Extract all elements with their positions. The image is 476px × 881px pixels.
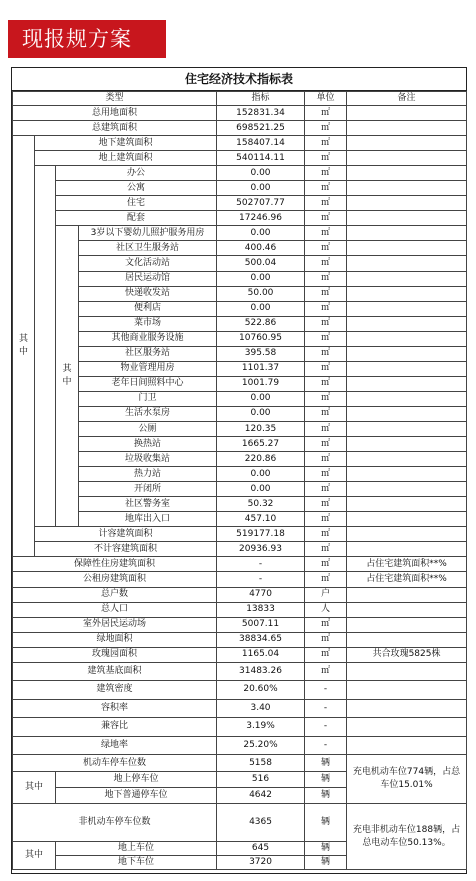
note-cell — [347, 331, 467, 346]
unit-cell: ㎡ — [305, 512, 347, 527]
value-cell: 502707.77 — [217, 196, 305, 211]
label-cell: 换热站 — [79, 437, 217, 452]
label-cell: 室外居民运动场 — [13, 617, 217, 632]
note-cell — [347, 699, 467, 718]
value-cell: 0.00 — [217, 166, 305, 181]
unit-cell: ㎡ — [305, 391, 347, 406]
unit-cell: 辆 — [305, 856, 347, 870]
unit-cell: ㎡ — [305, 527, 347, 542]
value-cell: 158407.14 — [217, 136, 305, 151]
table-row — [13, 421, 467, 436]
table-row — [13, 718, 467, 737]
label-cell: 建筑密度 — [13, 681, 217, 700]
value-cell: 395.58 — [217, 346, 305, 361]
unit-cell: - — [305, 681, 347, 700]
note-cell — [347, 662, 467, 681]
table-row — [13, 121, 467, 136]
value-cell: 50.32 — [217, 497, 305, 512]
table-row — [13, 181, 467, 196]
unit-cell: ㎡ — [305, 346, 347, 361]
note-cell — [347, 467, 467, 482]
unit-cell: ㎡ — [305, 241, 347, 256]
label-cell: 非机动车停车位数 — [13, 804, 217, 842]
label-cell: 社区警务室 — [79, 497, 217, 512]
table-row — [13, 346, 467, 361]
note-cell — [347, 256, 467, 271]
note-cell: 充电非机动车位188辆，占总电动车位50.13%。 — [347, 804, 467, 870]
unit-cell: 人 — [305, 602, 347, 617]
table-row — [13, 542, 467, 557]
label-cell: 地库出入口 — [79, 512, 217, 527]
table-row — [13, 196, 467, 211]
note-cell — [347, 316, 467, 331]
value-cell: 0.00 — [217, 406, 305, 421]
unit-cell: ㎡ — [305, 542, 347, 557]
label-cell: 办公 — [56, 166, 217, 181]
unit-cell: ㎡ — [305, 376, 347, 391]
unit-cell: ㎡ — [305, 572, 347, 587]
header-note: 备注 — [347, 92, 467, 106]
value-cell: 457.10 — [217, 512, 305, 527]
label-cell: 其他商业服务设施 — [79, 331, 217, 346]
unit-cell: ㎡ — [305, 647, 347, 662]
label-cell: 地上停车位 — [56, 772, 217, 788]
unit-cell: ㎡ — [305, 632, 347, 647]
unit-cell: ㎡ — [305, 196, 347, 211]
value-cell: 120.35 — [217, 421, 305, 436]
unit-cell: 辆 — [305, 804, 347, 842]
unit-cell: ㎡ — [305, 151, 347, 166]
value-cell: 0.00 — [217, 482, 305, 497]
label-cell: 住宅 — [56, 196, 217, 211]
vertical-label-char: 中 — [18, 347, 28, 358]
label-cell: 地下建筑面积 — [35, 136, 217, 151]
note-cell: 充电机动车位774辆，占总车位15.01% — [347, 755, 467, 804]
unit-cell: ㎡ — [305, 106, 347, 121]
table-row — [13, 92, 467, 106]
note-cell — [347, 718, 467, 737]
label-cell: 容积率 — [13, 699, 217, 718]
qizhong-label-parking: 其中 — [13, 772, 56, 804]
note-cell — [347, 121, 467, 136]
value-cell: 0.00 — [217, 391, 305, 406]
note-cell — [347, 617, 467, 632]
label-cell: 热力站 — [79, 467, 217, 482]
value-cell: 1165.04 — [217, 647, 305, 662]
table-row — [13, 587, 467, 602]
table-row — [13, 617, 467, 632]
table-row — [13, 301, 467, 316]
value-cell: 0.00 — [217, 467, 305, 482]
value-cell: 540114.11 — [217, 151, 305, 166]
unit-cell: - — [305, 736, 347, 755]
unit-cell: ㎡ — [305, 301, 347, 316]
table-row — [13, 166, 467, 181]
table-row — [13, 106, 467, 121]
note-cell — [347, 136, 467, 151]
indicator-table — [12, 91, 467, 870]
value-cell: 4642 — [217, 788, 305, 804]
note-cell: 占住宅建筑面积**% — [347, 557, 467, 572]
label-cell: 便利店 — [79, 301, 217, 316]
label-cell: 公租房建筑面积 — [13, 572, 217, 587]
table-row — [13, 271, 467, 286]
note-cell — [347, 241, 467, 256]
note-cell — [347, 512, 467, 527]
table-row — [13, 755, 467, 772]
value-cell: 3.40 — [217, 699, 305, 718]
note-cell — [347, 542, 467, 557]
value-cell: 5158 — [217, 755, 305, 772]
table-row — [13, 151, 467, 166]
value-cell: 20936.93 — [217, 542, 305, 557]
unit-cell: ㎡ — [305, 121, 347, 136]
value-cell: 0.00 — [217, 226, 305, 241]
note-cell — [347, 497, 467, 512]
note-cell: 占住宅建筑面积**% — [347, 572, 467, 587]
label-cell: 地上建筑面积 — [35, 151, 217, 166]
value-cell: 0.00 — [217, 271, 305, 286]
value-cell: 4365 — [217, 804, 305, 842]
note-cell — [347, 271, 467, 286]
unit-cell: ㎡ — [305, 256, 347, 271]
note-cell — [347, 452, 467, 467]
table-row — [13, 136, 467, 151]
table-row — [13, 497, 467, 512]
note-cell — [347, 301, 467, 316]
table-row — [13, 512, 467, 527]
value-cell: 0.00 — [217, 181, 305, 196]
label-cell: 3岁以下婴幼儿照护服务用房 — [79, 226, 217, 241]
note-cell — [347, 632, 467, 647]
value-cell: 1665.27 — [217, 437, 305, 452]
label-cell: 保障性住房建筑面积 — [13, 557, 217, 572]
label-cell: 菜市场 — [79, 316, 217, 331]
label-cell: 总人口 — [13, 602, 217, 617]
unit-cell: - — [305, 718, 347, 737]
qizhong-label-inner — [56, 226, 79, 527]
table-title: 住宅经济技术指标表 — [12, 68, 466, 91]
table-row — [13, 482, 467, 497]
label-cell: 地下普通停车位 — [56, 788, 217, 804]
header-type: 类型 — [13, 92, 217, 106]
label-cell: 地下车位 — [56, 856, 217, 870]
unit-cell: ㎡ — [305, 662, 347, 681]
note-cell — [347, 391, 467, 406]
vertical-label-char: 中 — [62, 377, 72, 388]
label-cell: 公厕 — [79, 421, 217, 436]
value-cell: 50.00 — [217, 286, 305, 301]
unit-cell: - — [305, 699, 347, 718]
value-cell: 25.20% — [217, 736, 305, 755]
note-cell: 共合玫瑰5825株 — [347, 647, 467, 662]
value-cell: 38834.65 — [217, 632, 305, 647]
value-cell: 3720 — [217, 856, 305, 870]
header-value: 指标 — [217, 92, 305, 106]
note-cell — [347, 346, 467, 361]
note-cell — [347, 602, 467, 617]
label-cell: 绿地率 — [13, 736, 217, 755]
table-row — [13, 662, 467, 681]
table-row — [13, 681, 467, 700]
spacer-cell — [35, 166, 56, 527]
note-cell — [347, 151, 467, 166]
value-cell: 10760.95 — [217, 331, 305, 346]
value-cell: 152831.34 — [217, 106, 305, 121]
table-row — [13, 226, 467, 241]
unit-cell: ㎡ — [305, 211, 347, 226]
label-cell: 开闭所 — [79, 482, 217, 497]
label-cell: 垃圾收集站 — [79, 452, 217, 467]
vertical-label-char: 其 — [18, 334, 28, 345]
unit-cell: 辆 — [305, 788, 347, 804]
value-cell: 17246.96 — [217, 211, 305, 226]
note-cell — [347, 587, 467, 602]
label-cell: 玫瑰园面积 — [13, 647, 217, 662]
value-cell: 698521.25 — [217, 121, 305, 136]
label-cell: 公寓 — [56, 181, 217, 196]
label-cell: 兼容比 — [13, 718, 217, 737]
qizhong-label-nonmotor: 其中 — [13, 842, 56, 870]
unit-cell: 户 — [305, 587, 347, 602]
value-cell: 400.46 — [217, 241, 305, 256]
unit-cell: ㎡ — [305, 421, 347, 436]
note-cell — [347, 106, 467, 121]
label-cell: 老年日间照料中心 — [79, 376, 217, 391]
unit-cell: ㎡ — [305, 497, 347, 512]
unit-cell: ㎡ — [305, 557, 347, 572]
value-cell: 516 — [217, 772, 305, 788]
note-cell — [347, 406, 467, 421]
note-cell — [347, 482, 467, 497]
unit-cell: ㎡ — [305, 452, 347, 467]
table-row — [13, 572, 467, 587]
label-cell: 地上车位 — [56, 842, 217, 856]
label-cell: 生活水泵房 — [79, 406, 217, 421]
label-cell: 社区服务站 — [79, 346, 217, 361]
table-row — [13, 647, 467, 662]
table-row — [13, 527, 467, 542]
value-cell: - — [217, 557, 305, 572]
table-row — [13, 602, 467, 617]
table-row — [13, 699, 467, 718]
unit-cell: ㎡ — [305, 286, 347, 301]
value-cell: 13833 — [217, 602, 305, 617]
table-row — [13, 331, 467, 346]
qizhong-label-outer — [13, 136, 35, 557]
table-row — [13, 286, 467, 301]
unit-cell: ㎡ — [305, 271, 347, 286]
value-cell: 1001.79 — [217, 376, 305, 391]
table-row — [13, 736, 467, 755]
label-cell: 建筑基底面积 — [13, 662, 217, 681]
table-row — [13, 316, 467, 331]
unit-cell: ㎡ — [305, 226, 347, 241]
value-cell: 31483.26 — [217, 662, 305, 681]
unit-cell: ㎡ — [305, 181, 347, 196]
unit-cell: ㎡ — [305, 316, 347, 331]
label-cell: 绿地面积 — [13, 632, 217, 647]
indicator-table-frame — [11, 67, 467, 874]
value-cell: 220.86 — [217, 452, 305, 467]
note-cell — [347, 437, 467, 452]
page-banner: 现报规方案 — [8, 20, 166, 58]
note-cell — [347, 421, 467, 436]
note-cell — [347, 166, 467, 181]
table-row — [13, 391, 467, 406]
note-cell — [347, 181, 467, 196]
label-cell: 计容建筑面积 — [35, 527, 217, 542]
value-cell: 1101.37 — [217, 361, 305, 376]
label-cell: 总建筑面积 — [13, 121, 217, 136]
table-row — [13, 256, 467, 271]
label-cell: 文化活动站 — [79, 256, 217, 271]
value-cell: 519177.18 — [217, 527, 305, 542]
table-row — [13, 557, 467, 572]
label-cell: 门卫 — [79, 391, 217, 406]
label-cell: 不计容建筑面积 — [35, 542, 217, 557]
unit-cell: ㎡ — [305, 361, 347, 376]
table-row — [13, 241, 467, 256]
header-unit: 单位 — [305, 92, 347, 106]
label-cell: 社区卫生服务站 — [79, 241, 217, 256]
vertical-label-char: 其 — [62, 364, 72, 375]
table-row — [13, 437, 467, 452]
unit-cell: ㎡ — [305, 331, 347, 346]
value-cell: 645 — [217, 842, 305, 856]
label-cell: 物业管理用房 — [79, 361, 217, 376]
value-cell: 20.60% — [217, 681, 305, 700]
table-row — [13, 361, 467, 376]
note-cell — [347, 376, 467, 391]
unit-cell: ㎡ — [305, 166, 347, 181]
value-cell: 4770 — [217, 587, 305, 602]
unit-cell: ㎡ — [305, 467, 347, 482]
label-cell: 总用地面积 — [13, 106, 217, 121]
value-cell: - — [217, 572, 305, 587]
value-cell: 0.00 — [217, 301, 305, 316]
table-row — [13, 211, 467, 226]
label-cell: 居民运动馆 — [79, 271, 217, 286]
unit-cell: 辆 — [305, 842, 347, 856]
table-row — [13, 406, 467, 421]
unit-cell: ㎡ — [305, 406, 347, 421]
note-cell — [347, 196, 467, 211]
value-cell: 500.04 — [217, 256, 305, 271]
note-cell — [347, 681, 467, 700]
unit-cell: 辆 — [305, 755, 347, 772]
note-cell — [347, 736, 467, 755]
label-cell: 机动车停车位数 — [13, 755, 217, 772]
unit-cell: 辆 — [305, 772, 347, 788]
label-cell: 快递收发站 — [79, 286, 217, 301]
table-row — [13, 632, 467, 647]
table-row — [13, 452, 467, 467]
label-cell: 配套 — [56, 211, 217, 226]
note-cell — [347, 527, 467, 542]
note-cell — [347, 286, 467, 301]
unit-cell: ㎡ — [305, 617, 347, 632]
note-cell — [347, 211, 467, 226]
unit-cell: ㎡ — [305, 136, 347, 151]
value-cell: 3.19% — [217, 718, 305, 737]
unit-cell: ㎡ — [305, 482, 347, 497]
note-cell — [347, 361, 467, 376]
label-cell: 总户数 — [13, 587, 217, 602]
note-cell — [347, 226, 467, 241]
table-row — [13, 376, 467, 391]
value-cell: 522.86 — [217, 316, 305, 331]
unit-cell: ㎡ — [305, 437, 347, 452]
table-row — [13, 467, 467, 482]
table-row — [13, 804, 467, 842]
value-cell: 5007.11 — [217, 617, 305, 632]
